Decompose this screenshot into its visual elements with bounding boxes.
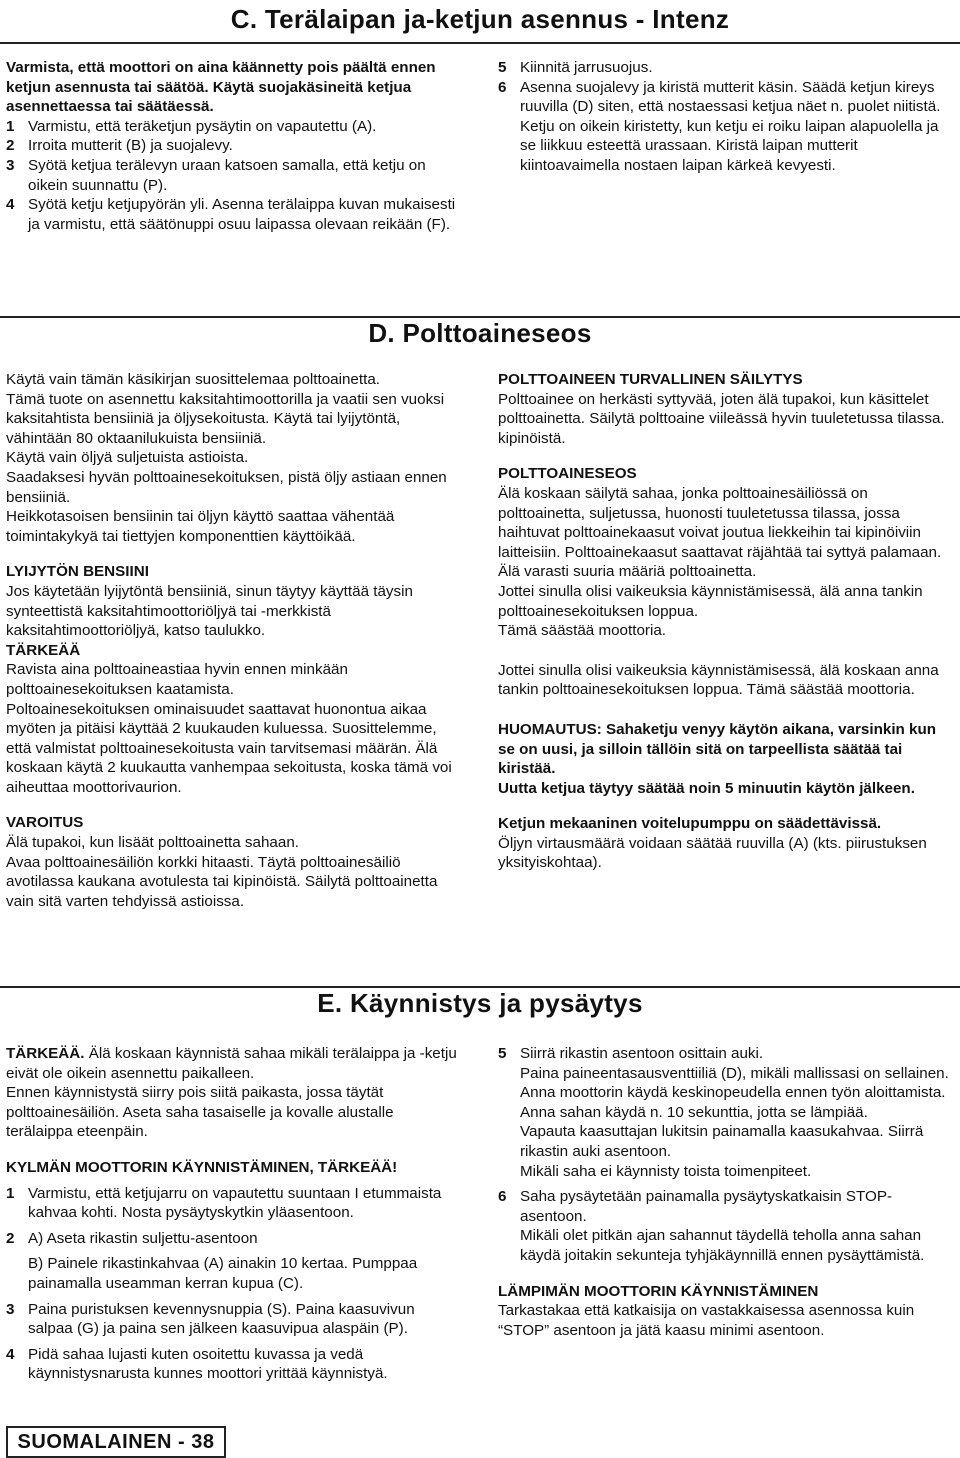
step-text: Mikäli olet pitkän ajan sahannut täydellä teholla anna sahan käydä joitakin sekunteja tyhjäkäynnillä ennen pysäyttämistä. bbox=[520, 1227, 925, 1264]
step-number: 1 bbox=[6, 117, 15, 135]
step-text: Irroita mutterit (B) ja suojalevy. bbox=[28, 137, 233, 155]
chain-note: HUOMAUTUS: Sahaketju venyy käytön aikana, varsinkin kun se on uusi, ja silloin tällöin sitä on tarpeellista säätää tai kiristää. bbox=[498, 720, 937, 778]
step-e5 bbox=[498, 1044, 956, 1181]
step-text: Vapauta kaasuttajan lukitsin painamalla kaasukahvaa. Siirrä rikastin auki asentoon. bbox=[520, 1123, 924, 1160]
section-e-left-column bbox=[6, 1044, 462, 1384]
step-number: 4 bbox=[6, 1345, 15, 1363]
fuel-paragraph: Saadaksesi hyvän polttoainesekoituksen, pistä öljy astiaan ennen bensiiniä. bbox=[6, 468, 447, 506]
step-number: 4 bbox=[6, 196, 15, 214]
step-number: 2 bbox=[6, 1229, 15, 1247]
important-heading: TÄRKEÄÄ bbox=[6, 641, 81, 659]
step-number: 3 bbox=[6, 156, 15, 174]
step-number: 6 bbox=[498, 1188, 507, 1206]
step-number: 2 bbox=[6, 137, 15, 155]
step-text: Asenna suojalevy ja kiristä mutterit käsin. Säädä ketjun kireys ruuvilla (D) siten, että nostaessasi ketjua näet n. puolet niitistä. Ketju on oikein kiristetty, kun ketju ei roiku laipan alapuolella ja se liikkuu esteettä urassaan. Kiristä laipan mutterit kiintoavaimella nostaen laipan kärkeä kevyesti. bbox=[520, 78, 941, 174]
warning-text: Älä tupakoi, kun lisäät polttoainetta sahaan. bbox=[6, 834, 299, 852]
step-e2-sub bbox=[6, 1254, 462, 1293]
step-e1 bbox=[6, 1184, 462, 1223]
warm-start-heading: LÄMPIMÄN MOOTTORIN KÄYNNISTÄMINEN bbox=[498, 1282, 819, 1300]
section-c-right-column bbox=[498, 58, 956, 176]
step-text: Syötä ketju ketjupyörän yli. Asenna terälaippa kuvan mukaisesti ja varmistu, että säätönuppi osuu laipassa olevaan reikään (F). bbox=[28, 196, 456, 233]
step-text: Siirrä rikastin asentoon osittain auki. bbox=[520, 1045, 764, 1062]
important-text: Älä koskaan käynnistä sahaa mikäli terälaippa ja -ketju eivät ole oikein asennettu paikalleen. bbox=[6, 1045, 457, 1082]
section-e-right-column bbox=[498, 1044, 956, 1340]
mix-text: Tämä säästää moottoria. bbox=[498, 622, 666, 640]
chain-note: Uutta ketjua täytyy säätää noin 5 minuutin käytön jälkeen. bbox=[498, 779, 915, 797]
fuel-paragraph: Käytä vain tämän käsikirjan suosittelemaa polttoainetta. bbox=[6, 371, 380, 388]
step-number: 5 bbox=[498, 1045, 507, 1062]
step-number: 1 bbox=[6, 1184, 15, 1202]
unleaded-text: Jos käytetään lyijytöntä bensiiniä, sinun täytyy käyttää täysin synteettistä kaksitahtimoottoriöljyä tai -merkkistä kaksitahtimoottoriöljyä, katso taulukko. bbox=[6, 582, 413, 640]
step-e2 bbox=[6, 1229, 462, 1249]
warning-heading: VAROITUS bbox=[6, 814, 84, 832]
step-text: A) Aseta rikastin suljettu-asentoon bbox=[28, 1229, 258, 1247]
fuel-paragraph: Käytä vain öljyä suljetuista astioista. bbox=[6, 449, 249, 467]
step-text: Paina paineentasausventtiiliä (D), mikäli mallissasi on sellainen. Anna moottorin käydä keskinopeudella ennen työn aloittamista. Anna sahan käydä n. 10 sekunttia, jotta se lämpiää. bbox=[520, 1064, 949, 1121]
step-c1 bbox=[6, 117, 462, 137]
step-c5 bbox=[498, 58, 956, 78]
step-text: Paina puristuksen kevennysnuppia (S). Paina kaasuvivun salpaa (G) ja paina sen jälkeen kaasuvipua alaspäin (P). bbox=[28, 1300, 415, 1338]
step-text: B) Painele rikastinkahvaa (A) ainakin 10 kertaa. Pumppaa painamalla useamman kerran kupua (C). bbox=[28, 1255, 418, 1292]
unleaded-heading: LYIJYTÖN BENSIINI bbox=[6, 563, 149, 581]
section-d-right-column bbox=[498, 370, 956, 873]
section-c-intro: Varmista, että moottori on aina käännetty pois päältä ennen ketjun asennusta tai säätöä. Käytä suojakäsineitä ketjua asennettaessa tai säätäessä. bbox=[6, 59, 436, 116]
section-c-left-column bbox=[6, 58, 462, 234]
section-e-title: E. Käynnistys ja pysäytys bbox=[317, 988, 643, 1018]
step-text: Kiinnitä jarrusuojus. bbox=[520, 59, 653, 76]
step-c2 bbox=[6, 136, 462, 156]
storage-text: Polttoainee on herkästi syttyvää, joten älä tupakoi, kun käsittelet polttoainetta. Säilytä polttoaine viileässä hyvin tuuletetussa tilassa. kipinöistä. bbox=[498, 390, 945, 447]
important-label: TÄRKEÄÄ. bbox=[6, 1045, 85, 1062]
oil-pump-text: Öljyn virtausmäärä voidaan säätää ruuvilla (A) (kts. piirustuksen yksityiskohtaa). bbox=[498, 834, 927, 872]
step-number: 5 bbox=[498, 59, 507, 76]
step-c3 bbox=[6, 156, 462, 195]
preparation-text: Ennen käynnistystä siirry pois siitä paikasta, jossa täytät polttoainesäiliön. Aseta saha tasaiselle ja kovalle alustalle terälaippa eteenpäin. bbox=[6, 1084, 394, 1141]
storage-heading: POLTTOAINEEN TURVALLINEN SÄILYTYS bbox=[498, 371, 803, 388]
page-footer: SUOMALAINEN - 38 bbox=[6, 1426, 226, 1458]
mix-text: Jottei sinulla olisi vaikeuksia käynnistämisessä, älä koskaan anna tankin polttoainesekoituksen loppua. Tämä säästää moottoria. bbox=[498, 661, 939, 699]
step-e3 bbox=[6, 1300, 462, 1339]
step-number: 6 bbox=[498, 78, 507, 96]
step-e6 bbox=[498, 1187, 956, 1265]
section-d-left-column bbox=[6, 370, 462, 911]
step-c4 bbox=[6, 195, 462, 234]
important-text: Ravista aina polttoaineastiaa hyvin ennen minkään polttoainesekoituksen kaatamista. bbox=[6, 661, 348, 698]
step-number: 3 bbox=[6, 1300, 15, 1318]
fuel-paragraph: Heikkotasoisen bensiinin tai öljyn käyttö saattaa vähentää toimintakykyä tai tiettyjen komponenttien käyttöikää. bbox=[6, 508, 395, 545]
cold-start-heading: KYLMÄN MOOTTORIN KÄYNNISTÄMINEN, TÄRKEÄÄ! bbox=[6, 1158, 398, 1176]
section-c-rule bbox=[0, 42, 960, 44]
step-text: Varmistu, että teräketjun pysäytin on vapautettu (A). bbox=[28, 117, 377, 135]
mix-heading: POLTTOAINESEOS bbox=[498, 465, 637, 483]
mix-text: Älä koskaan säilytä sahaa, jonka polttoainesäiliössä on polttoainetta, suljetussa, huonosti tuuletetussa tilassa, jossa haihtuvat polttoainekaasut voivat joutua liekkeihin tai kipinöiviin laitteisiin. Polttoainekaasut saattavat räjähtää tai syttyä palamaan. Älä varasti suuria määriä polttoainetta. bbox=[498, 484, 942, 581]
step-text: Pidä sahaa lujasti kuten osoitettu kuvassa ja vedä käynnistysnarusta kunnes moottori yrittää käynnistyä. bbox=[28, 1345, 388, 1383]
warning-text: Avaa polttoainesäiliön korkki hitaasti. Täytä polttoainesäiliö avotilassa kaukana avotulesta tai kipinöistä. Säilytä polttoainetta vain sitä varten tehdyissä astioissa. bbox=[6, 853, 438, 910]
mix-text: Jottei sinulla olisi vaikeuksia käynnistämisessä, älä anna tankin polttoainesekoituksen loppua. bbox=[498, 582, 923, 620]
fuel-paragraph: Tämä tuote on asennettu kaksitahtimoottorilla ja vaatii sen vuoksi kaksitahtista bensiiniä ja öljysekoitusta. Käytä tai lyijytöntä, vähintään 80 oktaanilukuista bensiiniä. bbox=[6, 390, 445, 447]
warm-start-text: Tarkastakaa että katkaisija on vastakkaisessa asennossa kuin “STOP” asentoon ja jätä kaasu minimi asentoon. bbox=[498, 1302, 915, 1339]
step-text: Syötä ketjua terälevyn uraan katsoen samalla, että ketju on oikein suunnattu (P). bbox=[28, 156, 426, 194]
section-c-title: C. Terälaipan ja-ketjun asennus - Intenz bbox=[230, 4, 730, 34]
oil-pump-heading: Ketjun mekaaninen voitelupumppu on säädettävissä. bbox=[498, 815, 882, 833]
step-e4 bbox=[6, 1345, 462, 1384]
step-c6 bbox=[498, 78, 956, 176]
step-text: Varmistu, että ketjujarru on vapautettu suuntaan I etummaista kahvaa kohti. Nosta pysäytyskytkin yläasentoon. bbox=[28, 1184, 442, 1222]
step-text: Mikäli saha ei käynnisty toista toimenpiteet. bbox=[520, 1162, 812, 1180]
section-d-title: D. Polttoaineseos bbox=[368, 318, 592, 348]
step-text: Saha pysäytetään painamalla pysäytyskatkaisin STOP-asentoon. bbox=[520, 1188, 893, 1225]
important-text: Poltoainesekoituksen ominaisuudet saattavat huonontua aikaa myöten ja pitäisi käyttää 2 kuukauden kuluessa. Suosittelemme, että valmistat polttoainesekoitusta vain tarvitsemasi määrän. Älä koskaan käytä 2 kuukautta vanhempaa sekoitusta, koska tämä voi aiheuttaa moottorivaurion. bbox=[6, 700, 452, 796]
